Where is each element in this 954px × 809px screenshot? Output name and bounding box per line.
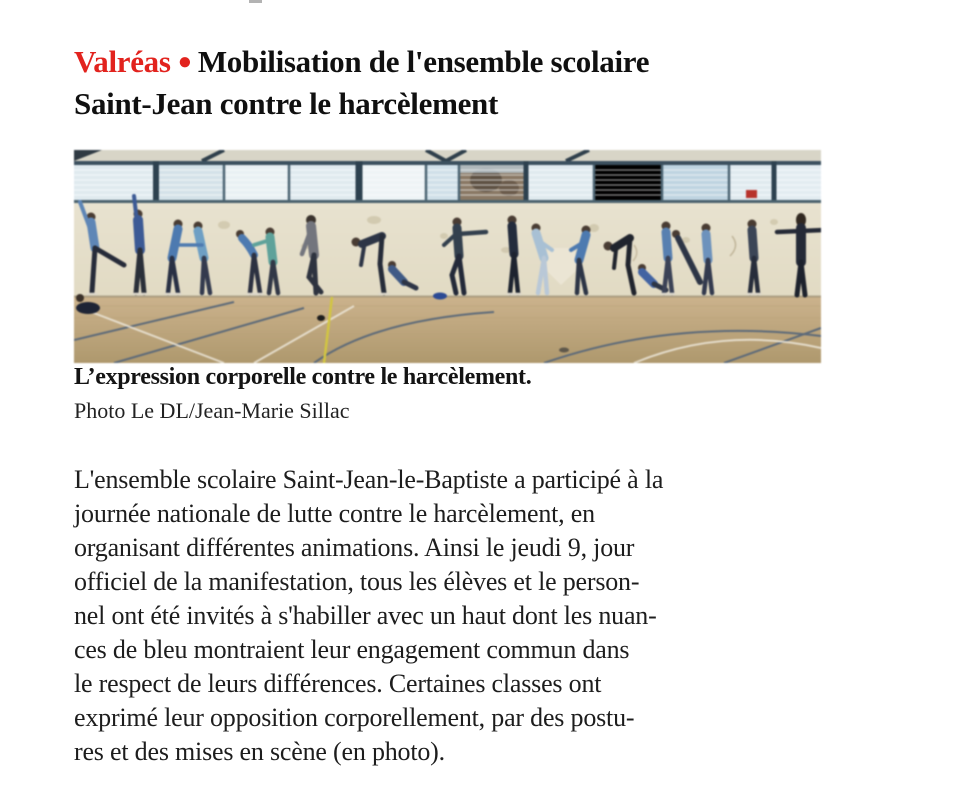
body-line: journée nationale de lutte contre le harcèlement, en (74, 499, 595, 528)
headline-line1 (74, 41, 894, 83)
body-line: L'ensemble scolaire Saint-Jean-le-Baptiste a participé à la (74, 465, 664, 494)
blue-bag (433, 293, 447, 300)
body-line: officiel de la manifestation, tous les élèves et le person- (74, 567, 640, 596)
gym-photo-illustration (74, 150, 821, 363)
photo-caption: L’expression corporelle contre le harcèlement. (74, 364, 532, 390)
body-line: res et des mises en scène (en photo). (74, 737, 445, 766)
window-band (74, 161, 821, 203)
roof-structure (74, 150, 821, 166)
kicker-bullet-icon: ● (177, 48, 192, 75)
red-sign (746, 190, 757, 198)
body-line: ces de bleu montraient leur engagement commun dans (74, 635, 630, 664)
headline-part1: Mobilisation de l'ensemble scolaire (197, 43, 650, 79)
kicker-location: Valréas (74, 43, 171, 79)
body-line: nel ont été invités à s'habiller avec un haut dont les nuan- (74, 601, 657, 630)
body-line: organisant différentes animations. Ainsi le jeudi 9, jour (74, 533, 635, 562)
article-photo (74, 150, 821, 363)
page-top-artifact (249, 0, 262, 3)
article-body (74, 463, 894, 769)
headline-line2: Saint-Jean contre le harcèlement (74, 85, 499, 121)
photo-credit: Photo Le DL/Jean-Marie Sillac (74, 398, 350, 423)
gym-floor (74, 293, 821, 364)
body-line: exprimé leur opposition corporellement, par des postu- (74, 703, 635, 732)
headline (74, 41, 894, 124)
body-line: le respect de leurs différences. Certaines classes ont (74, 669, 602, 698)
